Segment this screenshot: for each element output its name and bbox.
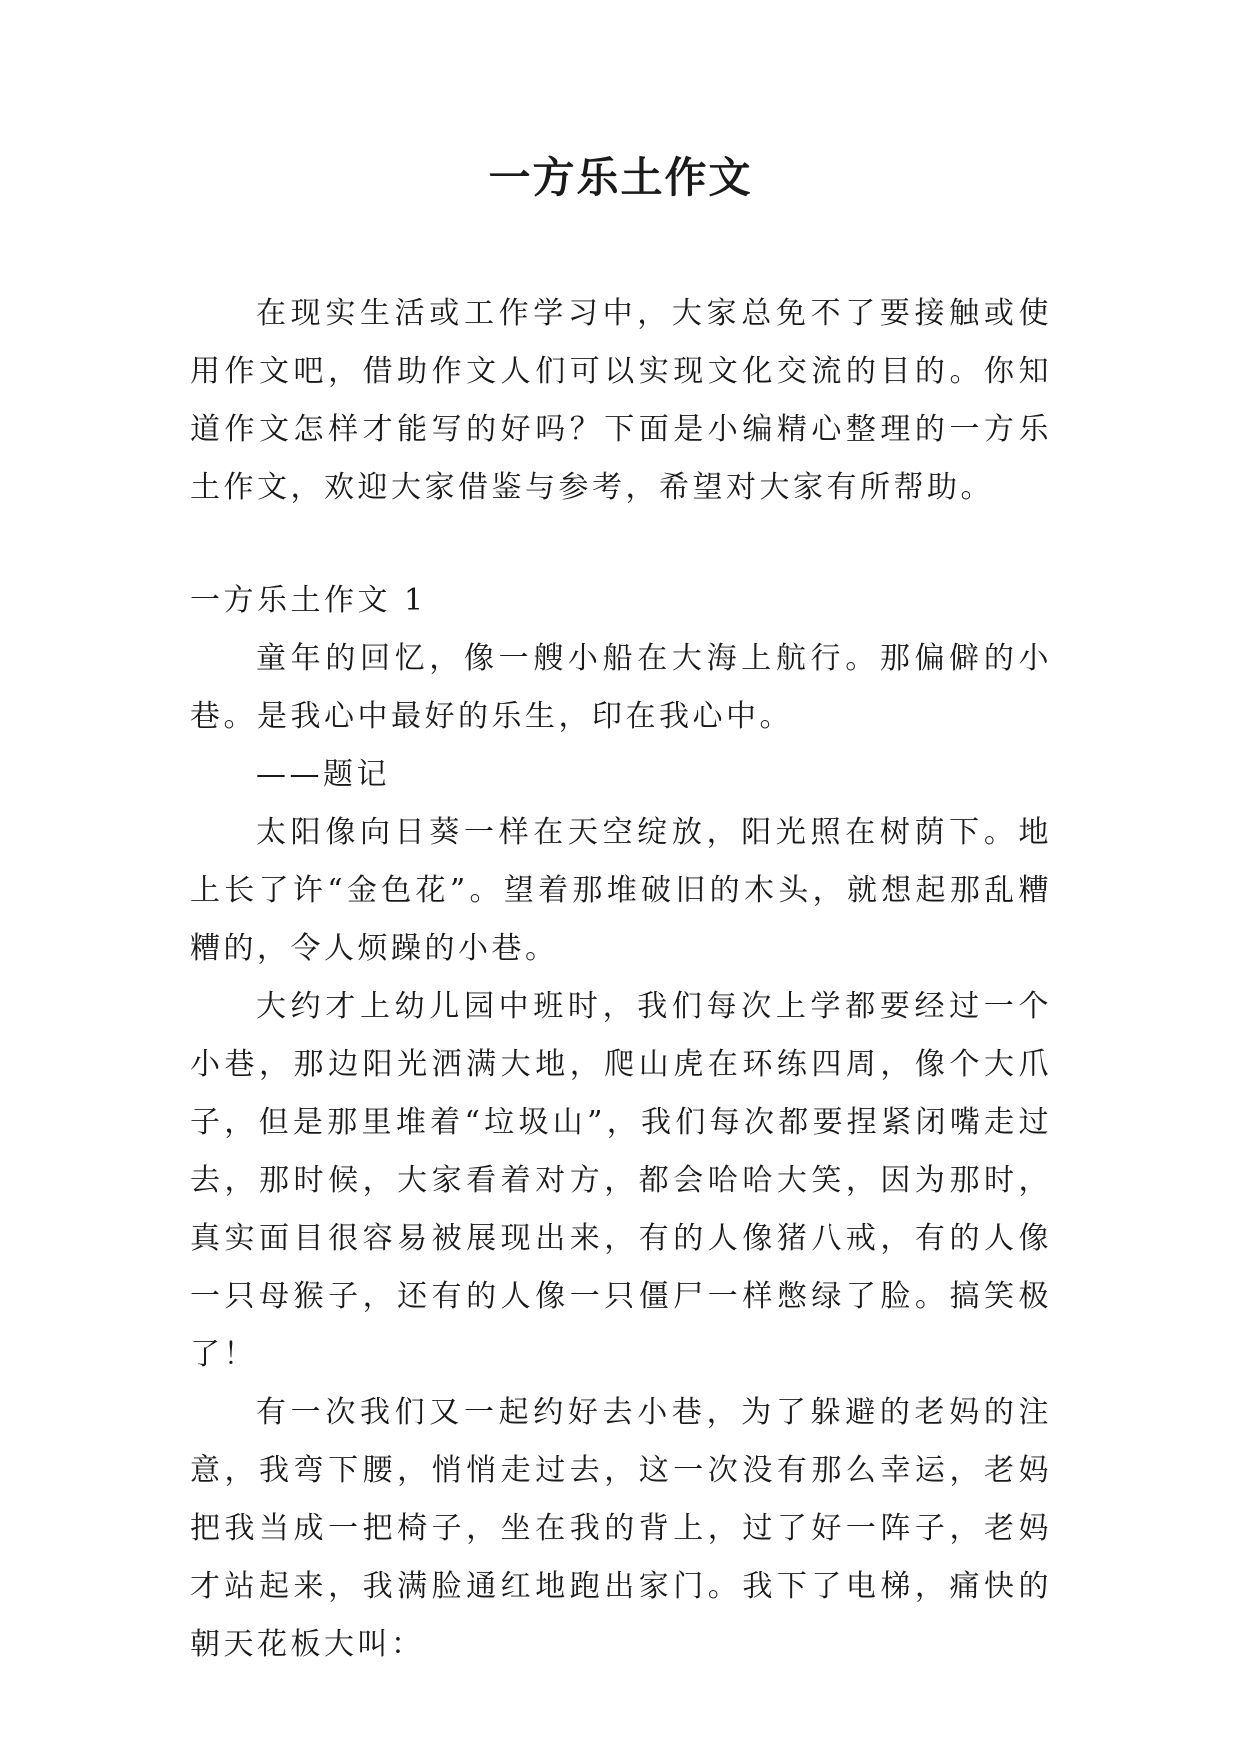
paragraph-kindergarten: 大约才上幼儿园中班时，我们每次上学都要经过一个小巷，那边阳光洒满大地，爬山虎在环练四周，像个大爪子，但是那里堆着“垃圾山”，我们每次都要捏紧闭嘴走过去，那时候，大家看着对方，都会哈哈大笑，因为那时，真实面目很容易被展现出来，有的人像猪八戒，有的人像一只母猴子，还有的人像一只僵尸一样憋绿了脸。搞笑极了！ [190,989,1052,1372]
intro-paragraph: 在现实生活或工作学习中，大家总免不了要接触或使用作文吧，借助作文人们可以实现文化交流的目的。你知道作文怎样才能写的好吗？下面是小编精心整理的一方乐土作文，欢迎大家借鉴与参考，希望对大家有所帮助。 [190,296,1052,505]
paragraph-sunlight: 太阳像向日葵一样在天空绽放，阳光照在树荫下。地上长了许“金色花”。望着那堆破旧的木头，就想起那乱糟糟的，令人烦躁的小巷。 [190,815,1052,966]
page-title: 一方乐土作文 [488,153,753,202]
paragraph-epigraph-attribution: ——题记 [256,757,390,792]
document-body [190,285,1052,1674]
section-heading: 一方乐土作文 1 [190,583,427,618]
paragraph-epigraph: 童年的回忆，像一艘小船在大海上航行。那偏僻的小巷。是我心中最好的乐生，印在我心中。 [190,641,1052,734]
paragraph-mom-chair: 有一次我们又一起约好去小巷，为了躲避的老妈的注意，我弯下腰，悄悄走过去，这一次没有那么幸运，老妈把我当成一把椅子，坐在我的背上，过了好一阵子，老妈才站起来，我满脸通红地跑出家门。我下了电梯，痛快的朝天花板大叫： [190,1395,1052,1662]
